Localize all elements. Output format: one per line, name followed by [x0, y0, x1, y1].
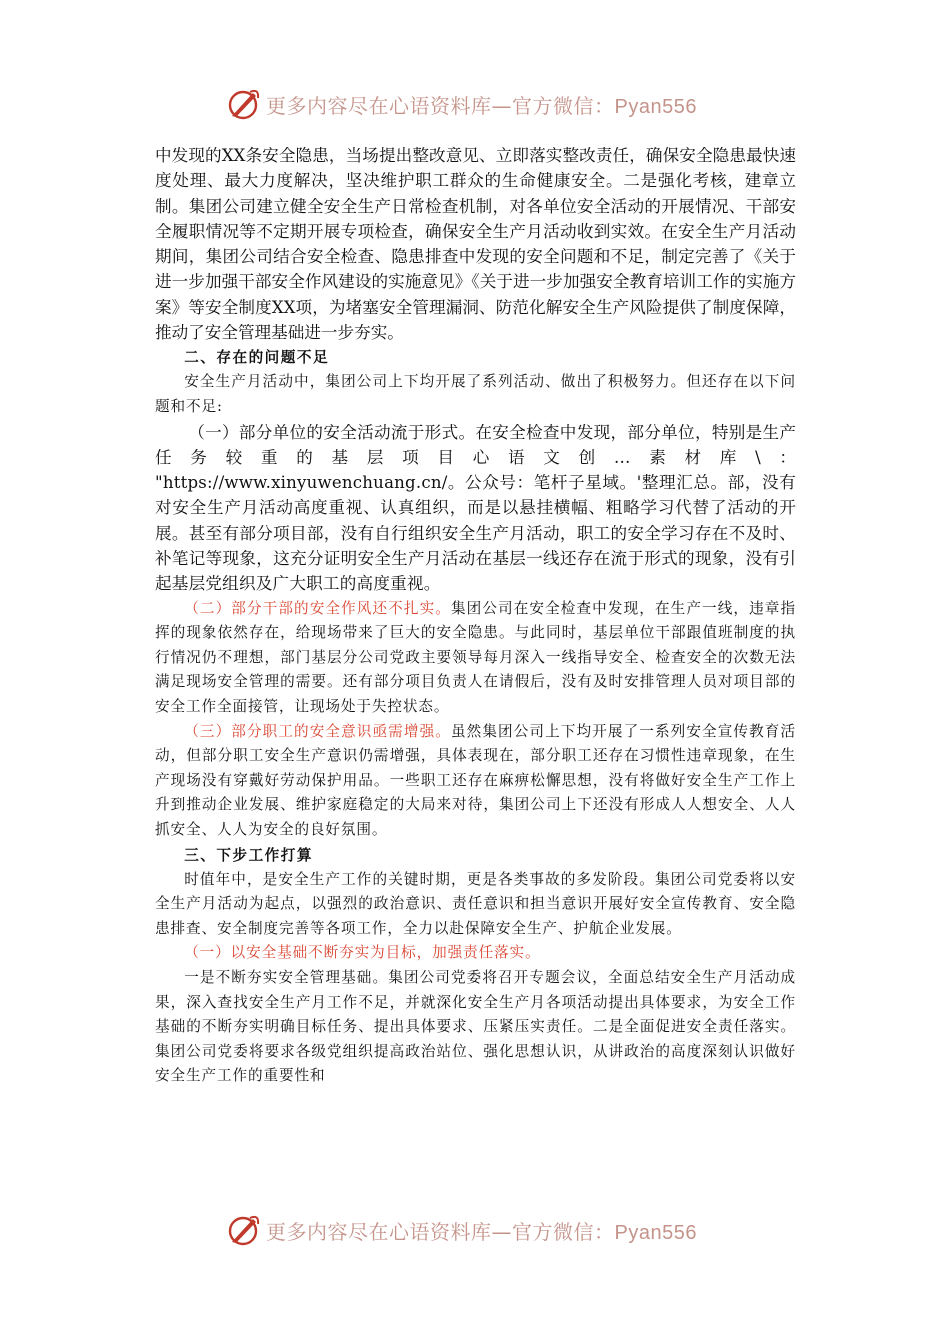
- document-body: [155, 143, 796, 1089]
- paragraph-continuation: 中发现的XX条安全隐患，当场提出整改意见、立即落实整改责任，确保安全隐患最快速度处理、最大力度解决，坚决维护职工群众的生命健康安全。二是强化考核，建章立制。集团公司建立健全安全生产日常检查机制，对各单位安全活动的开展情况、干部安全履职情况等不定期开展专项检查，确保安全生产月活动收到实效。在安全生产月活动期间，集团公司结合安全检查、隐患排查中发现的安全问题和不足，制定完善了《关于进一步加强干部安全作风建设的实施意见》《关于进一步加强安全教育培训工作的实施方案》等安全制度XX项，为堵塞安全管理漏洞、防范化解安全生产风险提供了制度保障，推动了安全管理基础进一步夯实。: [155, 146, 796, 343]
- problem-2-title: （二）部分干部的安全作风还不扎实。: [184, 599, 451, 617]
- banner-wechat-id: Pyan556: [614, 1221, 697, 1244]
- paragraph-problems-intro: 安全生产月活动中，集团公司上下均开展了系列活动、做出了积极努力。但还存在以下问题和不足:: [155, 373, 796, 415]
- banner-wechat-id: Pyan556: [614, 95, 697, 118]
- banner-text: 更多内容尽在心语资料库—官方微信：Pyan556: [266, 1219, 697, 1244]
- paragraph-problem-1-head: （一）部分单位的安全活动流于形式。在安全检查中发现，部分单位，特别是生产任务较重的基层项目心语文创…素材库\：: [155, 422, 796, 467]
- footer-watermark-banner: [226, 1210, 726, 1250]
- quill-logo-icon: [226, 1212, 262, 1248]
- paragraph-problem-2: [155, 597, 796, 720]
- problem-3-title: （三）部分职工的安全意识亟需增强。: [184, 722, 451, 740]
- problem-3-text: 虽然集团公司上下均开展了一系列安全宣传教育活动，但部分职工安全生产意识仍需增强，具体表现在，部分职工还存在习惯性违章现象，在生产现场没有穿戴好劳动保护用品。一些职工还存在麻痹松懈思想，没有将做好安全生产工作上升到推动企业发展、维护家庭稳定的大局来对待，集团公司上下还没有形成人人想安全、人人抓安全、人人为安全的良好氛围。: [155, 722, 796, 838]
- quill-logo-icon: [226, 86, 262, 122]
- problem-2-text: 集团公司在安全检查中发现，在生产一线，违章指挥的现象依然存在，给现场带来了巨大的安全隐患。与此同时，基层单位干部跟值班制度的执行情况仍不理想，部门基层分公司党政主要领导每月深入一线指导安全、检查安全的次数无法满足现场安全管理的需要。还有部分项目负责人在请假后，没有及时安排管理人员对项目部的安全工作全面接管，让现场处于失控状态。: [155, 599, 796, 716]
- subheading-safety-foundation: （一）以安全基础不断夯实为目标，加强责任落实。: [184, 944, 541, 962]
- paragraph-safety-foundation: 一是不断夯实安全管理基础。集团公司党委将召开专题会议，全面总结安全生产月活动成果，深入查找安全生产月工作不足，并就深化安全生产月各项活动提出具体要求，为安全工作基础的不断夯实明确目标任务、提出具体要求、压紧压实责任。二是全面促进安全责任落实。集团公司党委将要求各级党组织提高政治站位、强化思想认识，从讲政治的高度深刻认识做好安全生产工作的重要性和: [155, 968, 796, 1085]
- section-heading-next-steps: 三、下步工作打算: [184, 846, 313, 864]
- paragraph-next-steps-intro: 时值年中，是安全生产工作的关键时期，更是各类事故的多发阶段。集团公司党委将以安全生产月活动为起点，以强烈的政治意识、责任意识和担当意识开展好安全宣传教育、安全隐患排查、安全制度完善等各项工作，全力以赴保障安全生产、护航企业发展。: [155, 870, 796, 937]
- banner-text: 更多内容尽在心语资料库—官方微信：Pyan556: [266, 93, 697, 118]
- paragraph-problem-3: [155, 720, 796, 843]
- section-heading-problems: 二、存在的问题不足: [184, 349, 330, 367]
- header-watermark-banner: [226, 84, 726, 124]
- paragraph-problem-1-body: "https://www.xinyuwenchuang.cn/。公众号：笔杆子星域。'整理汇总。部，没有对安全生产月活动高度重视、认真组织，而是以悬挂横幅、粗略学习代替了活动的开展。甚至有部分项目部，没有自行组织安全生产月活动，职工的安全学习存在不及时、补笔记等现象，这充分证明安全生产月活动在基层一线还存在流于形式的现象，没有引起基层党组织及广大职工的高度重视。: [155, 473, 796, 594]
